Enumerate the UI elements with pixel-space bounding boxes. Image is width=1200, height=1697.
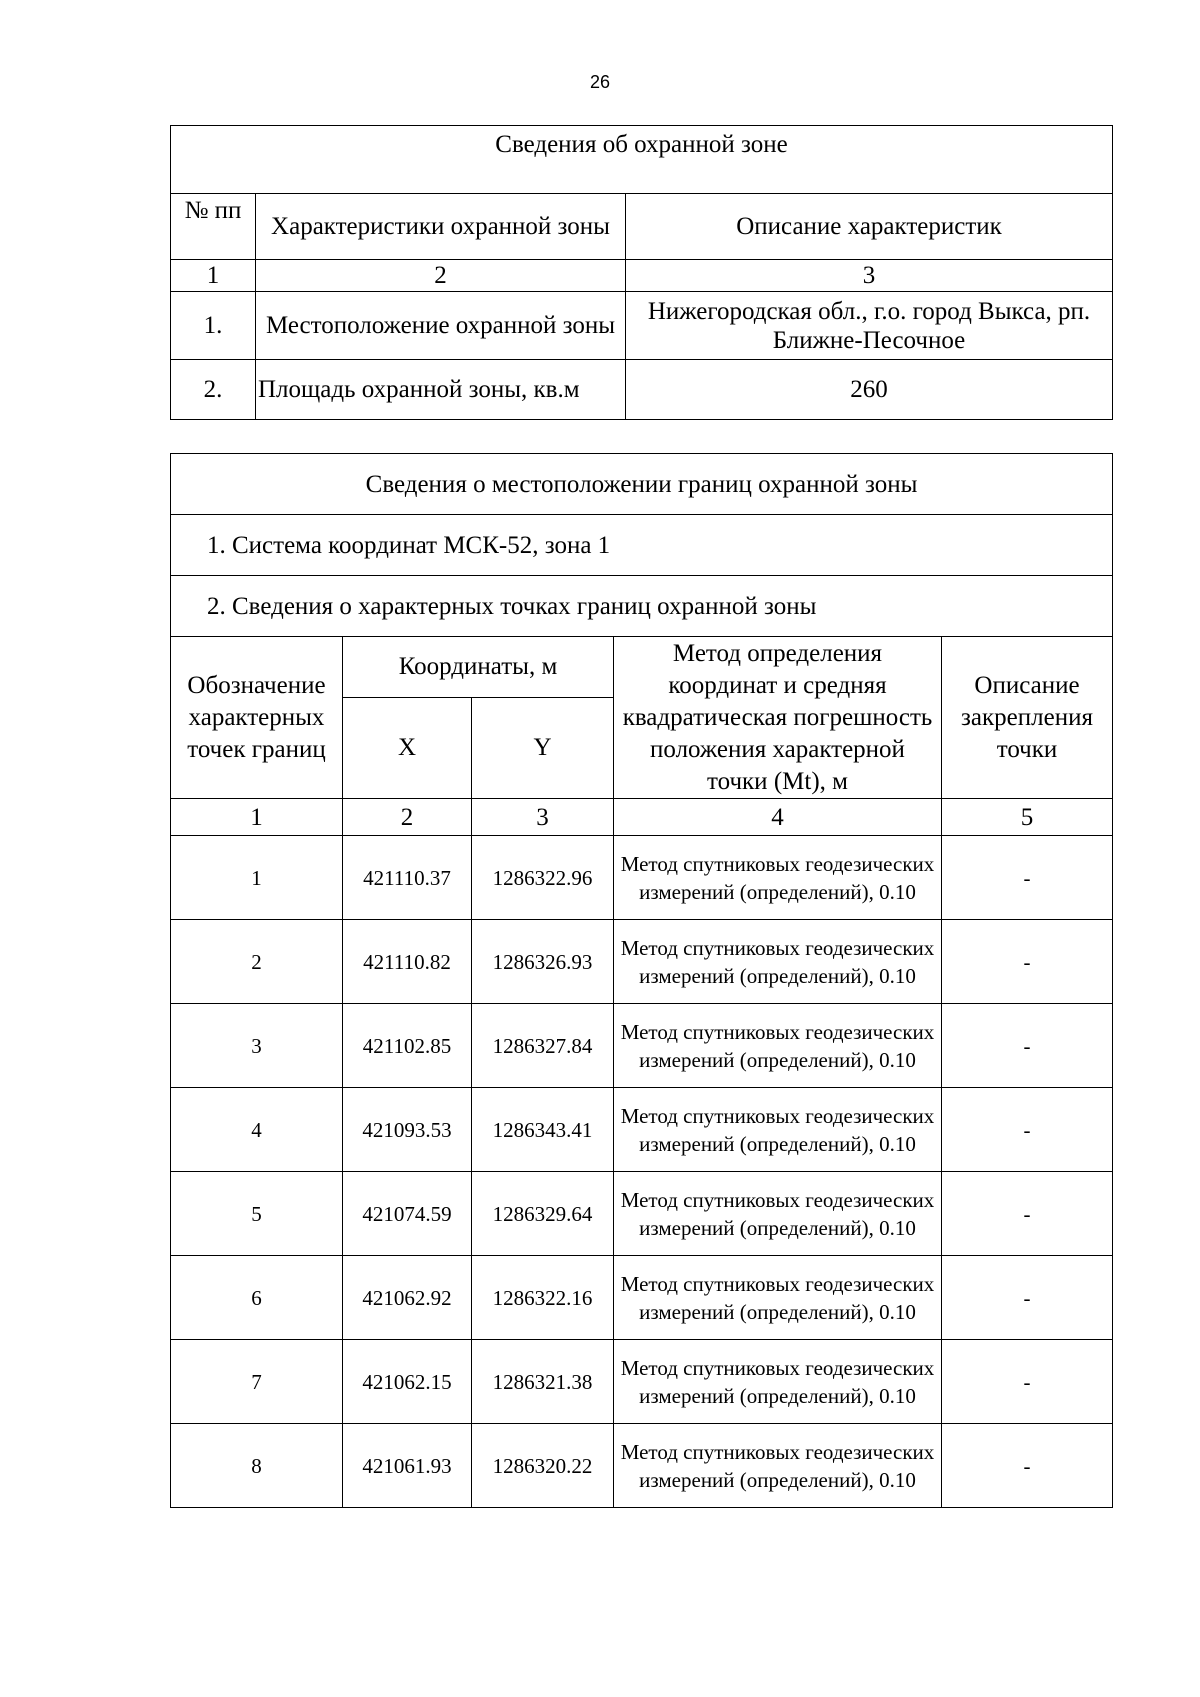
- coordinate-system: 1. Система координат МСК-52, зона 1: [171, 515, 1113, 576]
- point-id: 6: [171, 1256, 343, 1340]
- header-method: Метод определения координат и средняя квадратическая погрешность положения характерной точки (Mt), м: [614, 637, 942, 799]
- table-row: [171, 1340, 1113, 1424]
- row-number: 2.: [171, 360, 256, 420]
- point-fixing: -: [942, 836, 1113, 920]
- point-id: 7: [171, 1340, 343, 1424]
- point-id: 4: [171, 1088, 343, 1172]
- boundary-title: Сведения о местоположении границ охранной зоны: [171, 454, 1113, 515]
- point-id: 3: [171, 1004, 343, 1088]
- boundary-table: [170, 453, 1113, 1508]
- header-characteristic: Характеристики охранной зоны: [256, 194, 626, 260]
- table-row: [171, 920, 1113, 1004]
- point-method: Метод спутниковых геодезических измерений (определений), 0.10: [614, 1256, 942, 1340]
- table-row: [171, 836, 1113, 920]
- point-y: 1286320.22: [472, 1424, 614, 1508]
- zone-info-title: Сведения об охранной зоне: [171, 126, 1113, 194]
- point-method: Метод спутниковых геодезических измерений (определений), 0.10: [614, 1088, 942, 1172]
- point-x: 421110.82: [343, 920, 472, 1004]
- point-fixing: -: [942, 1256, 1113, 1340]
- table-row: [171, 360, 1113, 420]
- header-coordinates: Координаты, м: [343, 637, 614, 698]
- point-x: 421061.93: [343, 1424, 472, 1508]
- header-num: № пп: [171, 194, 256, 260]
- point-method: Метод спутниковых геодезических измерений (определений), 0.10: [614, 1424, 942, 1508]
- point-method: Метод спутниковых геодезических измерений (определений), 0.10: [614, 920, 942, 1004]
- point-id: 1: [171, 836, 343, 920]
- point-id: 2: [171, 920, 343, 1004]
- point-x: 421074.59: [343, 1172, 472, 1256]
- row-description: Нижегородская обл., г.о. город Выкса, рп. Ближне-Песочное: [626, 292, 1113, 360]
- point-x: 421102.85: [343, 1004, 472, 1088]
- point-x: 421093.53: [343, 1088, 472, 1172]
- row-number: 1.: [171, 292, 256, 360]
- column-number: 1: [171, 260, 256, 292]
- point-id: 8: [171, 1424, 343, 1508]
- point-fixing: -: [942, 920, 1113, 1004]
- point-y: 1286322.96: [472, 836, 614, 920]
- point-method: Метод спутниковых геодезических измерений (определений), 0.10: [614, 1340, 942, 1424]
- point-y: 1286327.84: [472, 1004, 614, 1088]
- point-method: Метод спутниковых геодезических измерений (определений), 0.10: [614, 1004, 942, 1088]
- row-characteristic: Местоположение охранной зоны: [256, 292, 626, 360]
- point-fixing: -: [942, 1088, 1113, 1172]
- column-number: 3: [626, 260, 1113, 292]
- header-y: Y: [472, 698, 614, 799]
- point-x: 421062.92: [343, 1256, 472, 1340]
- column-number: 5: [942, 799, 1113, 836]
- point-x: 421062.15: [343, 1340, 472, 1424]
- point-id: 5: [171, 1172, 343, 1256]
- row-description: 260: [626, 360, 1113, 420]
- point-fixing: -: [942, 1424, 1113, 1508]
- column-number: 3: [472, 799, 614, 836]
- page-number: 26: [589, 72, 611, 92]
- point-y: 1286343.41: [472, 1088, 614, 1172]
- point-fixing: -: [942, 1172, 1113, 1256]
- point-x: 421110.37: [343, 836, 472, 920]
- column-number: 2: [343, 799, 472, 836]
- column-number: 2: [256, 260, 626, 292]
- header-fixing: Описание закрепления точки: [942, 637, 1113, 799]
- point-fixing: -: [942, 1004, 1113, 1088]
- point-y: 1286326.93: [472, 920, 614, 1004]
- row-characteristic: Площадь охранной зоны, кв.м: [256, 360, 626, 420]
- table-row: [171, 292, 1113, 360]
- point-method: Метод спутниковых геодезических измерений (определений), 0.10: [614, 836, 942, 920]
- point-fixing: -: [942, 1340, 1113, 1424]
- point-y: 1286322.16: [472, 1256, 614, 1340]
- table-row: [171, 1088, 1113, 1172]
- header-designation: Обозначение характерных точек границ: [171, 637, 343, 799]
- table-row: [171, 1256, 1113, 1340]
- table-row: [171, 1172, 1113, 1256]
- point-y: 1286321.38: [472, 1340, 614, 1424]
- column-number: 1: [171, 799, 343, 836]
- table-row: [171, 1004, 1113, 1088]
- column-number: 4: [614, 799, 942, 836]
- table-row: [171, 1424, 1113, 1508]
- point-method: Метод спутниковых геодезических измерений (определений), 0.10: [614, 1172, 942, 1256]
- points-title: 2. Сведения о характерных точках границ охранной зоны: [171, 576, 1113, 637]
- header-x: X: [343, 698, 472, 799]
- header-description: Описание характеристик: [626, 194, 1113, 260]
- point-y: 1286329.64: [472, 1172, 614, 1256]
- zone-info-table: [170, 125, 1113, 420]
